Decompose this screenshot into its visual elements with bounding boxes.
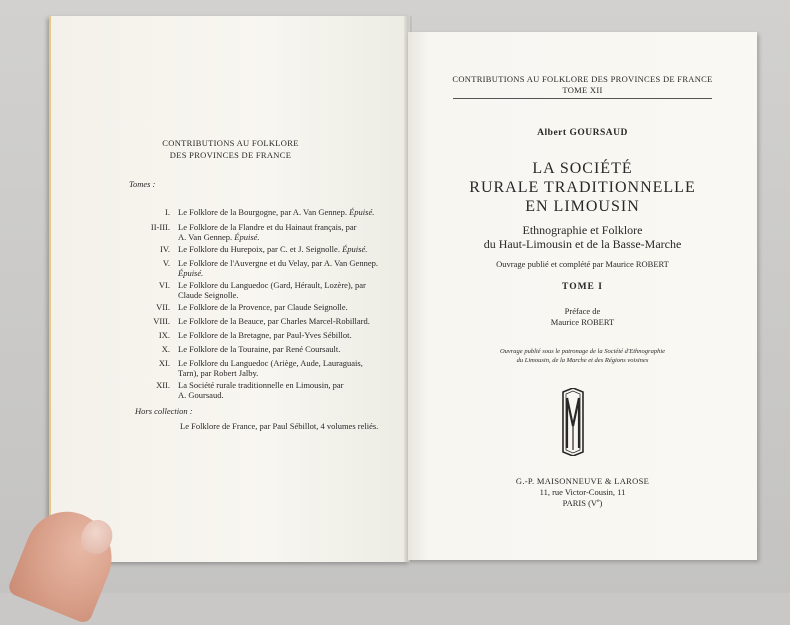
entry-title: Le Folklore de la Touraine, par René Coursault. — [178, 344, 341, 354]
entry-number: VI. — [158, 280, 170, 290]
entry-title: La Société rurale traditionnelle en Limousin, par — [178, 380, 344, 390]
entry-number: VIII. — [153, 316, 170, 326]
entry-text — [178, 302, 348, 312]
epuise-note: Épuisé. — [342, 244, 368, 254]
tome-number: TOME I — [562, 282, 603, 292]
entry-number: V. — [162, 258, 170, 268]
entry-title: Le Folklore du Languedoc (Ariège, Aude, Lauraguais, — [178, 358, 363, 368]
tomes-label: Tomes : — [129, 179, 156, 189]
entry-continuation-text: A. Goursaud. — [178, 390, 224, 400]
publisher-city — [408, 498, 757, 508]
subtitle-line2: du Haut-Limousin et de la Basse-Marche — [483, 237, 682, 251]
epuise-note: Épuisé. — [349, 207, 375, 217]
published-note: Ouvrage publié et complété par Maurice ROBERT — [496, 259, 669, 269]
series-header: CONTRIBUTIONS AU FOLKLORE DES PROVINCES DE FRANCE — [452, 74, 713, 84]
entry-title: Le Folklore de la Provence, par Claude Seignolle. — [178, 302, 348, 312]
epuise-note: Épuisé. — [234, 232, 260, 242]
entry-number: I. — [165, 207, 170, 217]
title-line2: RURALE TRADITIONNELLE — [469, 179, 696, 196]
preface-line2: Maurice ROBERT — [550, 317, 615, 327]
series-title-line2: DES PROVINCES DE FRANCE — [169, 150, 292, 160]
publisher-name: G.-P. MAISONNEUVE & LAROSE — [515, 476, 650, 486]
list-item — [130, 280, 400, 300]
entry-number: IV. — [160, 244, 170, 254]
author-last-name: GOURSAUD — [569, 128, 628, 138]
right-page — [408, 32, 757, 560]
entry-continuation-text: Tarn), par Robert Jalby. — [178, 368, 259, 378]
city-text: PARIS (V — [562, 498, 598, 508]
tome-header: TOME XII — [562, 85, 603, 95]
entry-text — [178, 280, 366, 290]
entry-number: IX. — [158, 330, 170, 340]
list-item — [130, 258, 400, 278]
entry-continuation — [178, 368, 258, 378]
entry-number: XI. — [158, 358, 170, 368]
preface-line1: Préface de — [564, 306, 601, 316]
city-superscript: e — [597, 498, 600, 505]
series-title-line1: CONTRIBUTIONS AU FOLKLORE — [162, 138, 299, 148]
entry-title: Le Folklore du Hurepoix, par C. et J. Seignolle. — [178, 244, 340, 254]
list-item — [130, 358, 400, 378]
entry-text — [178, 380, 343, 390]
entry-number: II-III. — [150, 222, 170, 232]
patronage-line2: du Limousin, de la Marche et des Régions voisines — [516, 357, 649, 364]
entry-title: Le Folklore de la Bourgogne, par A. Van Gennep. — [178, 207, 347, 217]
entry-title: Le Folklore du Languedoc (Gard, Hérault, Lozère), par — [178, 280, 366, 290]
entry-continuation — [178, 290, 238, 300]
city-close-paren: ) — [599, 498, 603, 508]
title-line3: EN LIMOUSIN — [525, 198, 640, 215]
header-rule — [453, 98, 712, 99]
entry-text — [178, 222, 356, 232]
entry-number: X. — [161, 344, 170, 354]
entry-title: Le Folklore de la Beauce, par Charles Marcel-Robillard. — [178, 316, 370, 326]
author-first-name: Albert — [537, 128, 567, 138]
list-item — [130, 222, 400, 242]
entry-text — [178, 244, 367, 254]
entry-continuation-text: A. Van Gennep. — [178, 232, 233, 242]
entry-text — [178, 358, 363, 368]
entry-continuation — [178, 268, 203, 278]
entry-title: Le Folklore de l'Auvergne et du Velay, par A. Van Gennep. — [178, 258, 378, 268]
entry-continuation — [178, 232, 260, 242]
entry-continuation — [178, 390, 224, 400]
publisher-logo-icon — [560, 388, 586, 456]
publisher-address: 11, rue Victor-Cousin, 11 — [539, 487, 626, 497]
epuise-note: Épuisé. — [178, 268, 204, 278]
entry-text — [178, 344, 340, 354]
left-page — [49, 16, 410, 562]
author — [408, 128, 757, 138]
title-line1: LA SOCIÉTÉ — [532, 160, 633, 177]
entry-text — [178, 330, 352, 340]
patronage-line1: Ouvrage publié sous le patronage de la Société d'Ethnographie — [499, 348, 666, 355]
entry-title: Le Folklore de la Bretagne, par Paul-Yves Sébillot. — [178, 330, 352, 340]
hors-collection-text: Le Folklore de France, par Paul Sébillot, 4 volumes reliés. — [180, 421, 379, 431]
entry-continuation-text: Claude Seignolle. — [178, 290, 239, 300]
hors-collection-label: Hors collection : — [135, 406, 193, 416]
entry-text — [178, 316, 370, 326]
entry-title: Le Folklore de la Flandre et du Hainaut français, par — [178, 222, 357, 232]
entry-number: XII. — [156, 380, 170, 390]
entry-text — [178, 258, 378, 268]
entry-text — [178, 207, 374, 217]
entry-number: VII. — [156, 302, 170, 312]
list-item — [130, 380, 400, 400]
subtitle-line1: Ethnographie et Folklore — [522, 223, 643, 237]
